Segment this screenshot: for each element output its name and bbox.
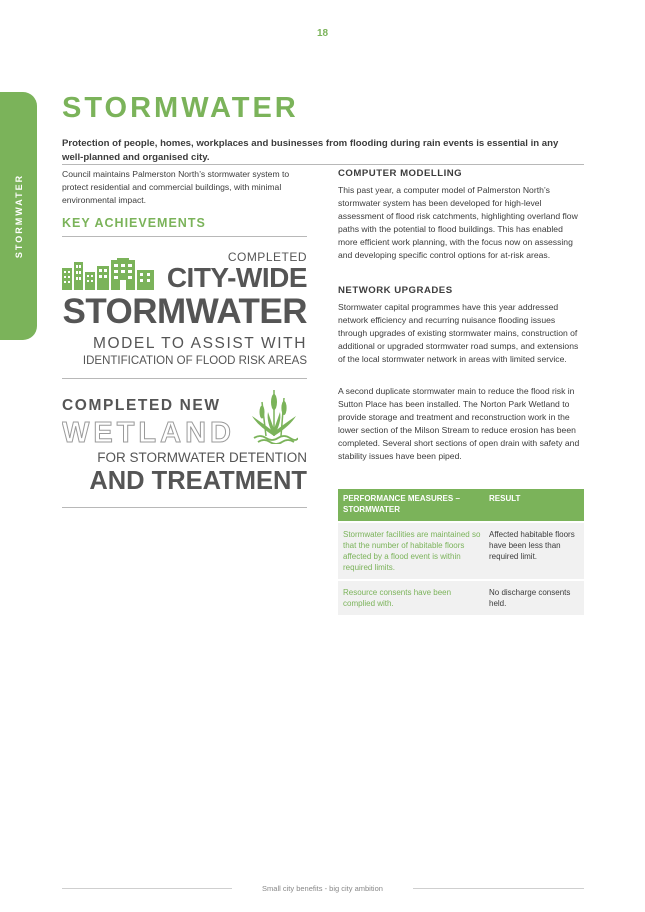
computer-modelling-paragraph: This past year, a computer model of Palmerston North’s stormwater system has been developed for high-level assessment of flood risk catchments, highlighting overland flow paths with the potential to flood buildings. This has enabled more efficient work planning, with the focus now on assessing and developing specific control options for at-risk areas. bbox=[338, 185, 578, 260]
header-measures: PERFORMANCE MEASURES – STORMWATER bbox=[343, 494, 460, 514]
header-result: RESULT bbox=[489, 494, 521, 503]
page-number: 18 bbox=[316, 28, 329, 39]
wetland-outline-text bbox=[62, 414, 237, 448]
ach2-line2: WETLAND bbox=[62, 417, 235, 448]
ach2-line3: FOR STORMWATER DETENTION bbox=[97, 450, 307, 465]
performance-table bbox=[338, 489, 584, 615]
network-upgrades-heading: NETWORK UPGRADES bbox=[338, 285, 453, 296]
left-intro-paragraph: Council maintains Palmerston North’s stormwater system to protect residential and commercial buildings, with minimal environmental impact. bbox=[62, 169, 290, 205]
achievement-divider bbox=[62, 378, 307, 379]
side-tab-label: STORMWATER bbox=[13, 173, 24, 259]
key-achievements-heading: KEY ACHIEVEMENTS bbox=[62, 216, 206, 230]
network-upgrades-paragraph-1: Stormwater capital programmes have this year addressed network efficiency and recurring nuisance flooding issues through upgrades of existing stormwater mains, construction of additional or upgraded stormwater road sumps, and extensions of the local stormwater network in areas with limited service. bbox=[338, 302, 579, 364]
intro-text: Protection of people, homes, workplaces and businesses from flooding during rain events is essential in any well-planned and organised city. bbox=[62, 138, 559, 163]
wetland-reeds-icon bbox=[250, 386, 298, 444]
table-header bbox=[338, 489, 584, 521]
ach2-line4: AND TREATMENT bbox=[89, 467, 307, 495]
row-result: No discharge consents held. bbox=[489, 588, 571, 608]
table-row bbox=[338, 523, 584, 579]
key-achievements-divider bbox=[62, 236, 307, 237]
table-row bbox=[338, 581, 584, 615]
ach1-line2: CITY-WIDE bbox=[166, 262, 307, 293]
ach1-line4: MODEL TO ASSIST WITH bbox=[92, 335, 307, 352]
footer-rule-right bbox=[413, 888, 584, 889]
computer-modelling-heading: COMPUTER MODELLING bbox=[338, 168, 463, 179]
row-measure: Resource consents have been complied with. bbox=[343, 588, 452, 608]
intro-divider bbox=[62, 164, 584, 165]
row-measure: Stormwater facilities are maintained so that the number of habitable floors affected by a flood event is within required limits. bbox=[343, 530, 481, 572]
achievement-bottom-divider bbox=[62, 507, 307, 508]
ach1-line5: IDENTIFICATION OF FLOOD RISK AREAS bbox=[82, 355, 307, 367]
network-upgrades-paragraph-2: A second duplicate stormwater main to reduce the flood risk in Sutton Place has been installed. The Norton Park Wetland to provide storage and treatment and reconstruction work in the lower section of the Milson Stream to reduce erosion has been completed. Several short sections of open drain with safety and stability issues have been piped. bbox=[338, 386, 580, 461]
page-title: STORMWATER bbox=[62, 92, 299, 124]
side-tab bbox=[0, 92, 37, 340]
ach1-line1: COMPLETED bbox=[227, 250, 307, 264]
city-buildings-icon bbox=[62, 258, 154, 290]
footer-tagline: Small city benefits - big city ambition bbox=[262, 884, 383, 893]
ach1-line3: STORMWATER bbox=[62, 292, 307, 331]
ach2-line1: COMPLETED NEW bbox=[62, 397, 221, 414]
row-result: Affected habitable floors have been less than required limit. bbox=[489, 530, 575, 561]
